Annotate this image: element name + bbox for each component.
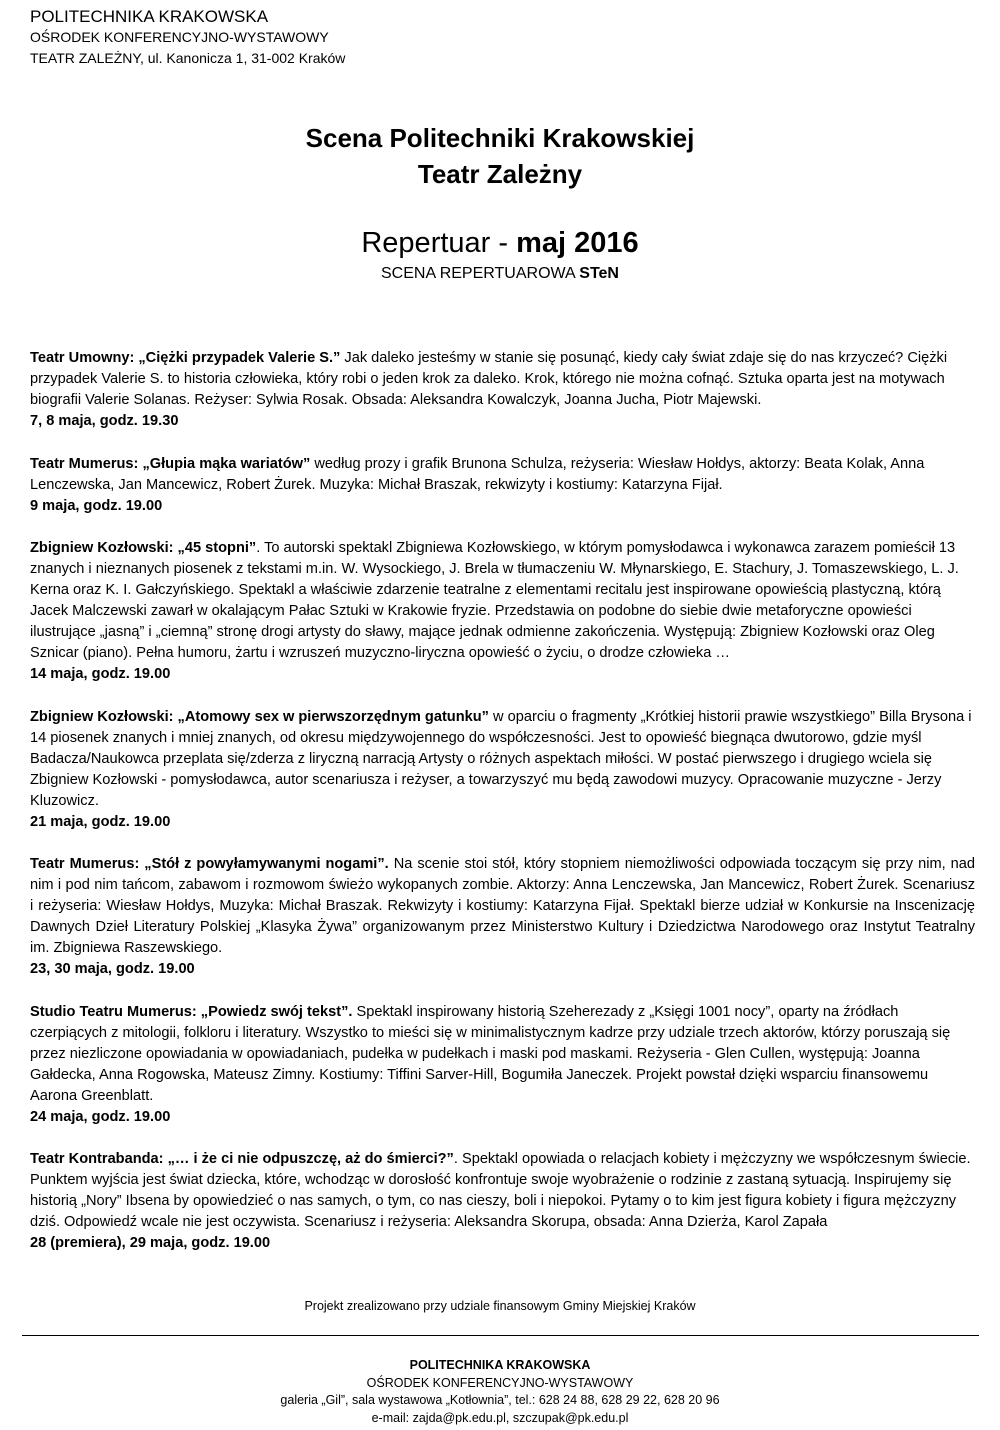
- event-list: [30, 348, 975, 1276]
- event-title: Zbigniew Kozłowski: „Atomowy sex w pierwszorzędnym gatunku”: [30, 708, 489, 725]
- event-item: [30, 707, 975, 833]
- event-item: [30, 854, 975, 980]
- event-description: [30, 454, 975, 496]
- event-title: Teatr Mumerus: „Głupia mąka wariatów”: [30, 455, 311, 472]
- letterhead: [30, 6, 345, 69]
- event-description: [30, 1149, 975, 1233]
- event-description: [30, 707, 975, 812]
- event-item: [30, 538, 975, 685]
- event-title: Zbigniew Kozłowski: „45 stopni”: [30, 540, 257, 556]
- event-date: 21 maja, godz. 19.00: [30, 813, 171, 830]
- footer-department: OŚRODEK KONFERENCYJNO-WYSTAWOWY: [366, 1375, 634, 1390]
- event-title: Teatr Mumerus: „Stół z powyłamywanymi nogami”.: [30, 856, 389, 872]
- event-item: [30, 454, 975, 517]
- event-description: [30, 538, 975, 664]
- repertoire-heading: [0, 224, 1000, 262]
- event-item: [30, 1149, 975, 1254]
- title-line-2: Teatr Zależny: [417, 159, 583, 189]
- event-title: Teatr Kontrabanda: „… i że ci nie odpuszczę, aż do śmierci?”: [30, 1151, 454, 1167]
- funding-note: Projekt zrealizowano przy udziale finansowym Gminy Miejskiej Kraków: [304, 1299, 696, 1313]
- event-body: w oparciu o fragmenty „Krótkiej historii prawie wszystkiego” Billa Brysona i 14 piosenek znanych i mniej znanych, od okresu międzywojennego do współczesności. Jest to opowieść biegnąca dwutorowo, gdzie myśl Badacza/Naukowca przeplata się/zderza z liryczną narracją Artysty o różnych aspektach miłości. W postać pierwszego i drugiego wciela się Zbigniew Kozłowski - pomysłodawca, autor scenariusza i reżyser, a towarzyszyć mu będą zawodowi muzycy. Opracowanie muzyczne - Jerzy Kluzowicz.: [30, 708, 972, 809]
- event-body: . To autorski spektakl Zbigniewa Kozłowskiego, w którym pomysłodawca i wykonawca zarazem pomieścił 13 znanych i nieznanych piosenek z tekstami m.in. W. Wysockiego, J. Brela w tłumaczeniu W. Młynarskiego, E. Stachury, J. Tomaszewskiego, L. J. Kerna oraz K. I. Gałczyńskiego. Spektakl a właściwie zdarzenie teatralne z elementami recitalu jest inspirowane opowieścią plastyczną, którą Jacek Malczewski zawarł w okalającym Pałac Sztuki w Krakowie fryzie. Przedstawia on podobne do siebie dwie metaforyczne opowieści ilustrujące „jasną” i „ciemną” stronę drogi artysty do sławy, mające jednak odmienne zakończenia. Występują: Zbigniew Kozłowski oraz Oleg Sznicar (piano). Pełna humoru, żartu i wzruszeń muzyczno-liryczna opowieść o życiu, o drodze człowieka …: [30, 540, 959, 661]
- stage-prefix: SCENA REPERTUAROWA: [381, 265, 580, 282]
- repertoire-month: maj 2016: [516, 227, 639, 259]
- footer-institution: POLITECHNIKA KRAKOWSKA: [409, 1358, 591, 1372]
- event-date: 14 maja, godz. 19.00: [30, 666, 171, 682]
- stage-name: STeN: [579, 265, 619, 282]
- repertoire-prefix: Repertuar -: [361, 227, 517, 259]
- event-body: Jak daleko jesteśmy w stanie się posunąć, kiedy cały świat zdaje się do nas krzyczeć? Ciężki przypadek Valerie S. to historia człowieka, który robi o jeden krok za daleko. Krok, którego nie można cofnąć. Sztuka oparta jest na motywach biografii Valerie Solanas. Reżyser: Sylwia Rosak. Obsada: Aleksandra Kowalczyk, Joanna Jucha, Piotr Majewski.: [30, 350, 948, 408]
- stage-subheading: [0, 263, 1000, 285]
- event-title: Teatr Umowny: „Ciężki przypadek Valerie S.”: [30, 350, 341, 366]
- event-description: [30, 1002, 975, 1107]
- letterhead-address: TEATR ZALEŻNY, ul. Kanonicza 1, 31-002 Kraków: [30, 50, 346, 66]
- letterhead-department: OŚRODEK KONFERENCYJNO-WYSTAWOWY: [30, 29, 329, 45]
- event-body: . Spektakl opowiada o relacjach kobiety i mężczyzny we współczesnym świecie. Punktem wyjścia jest świat dziecka, które, wchodząc w dorosłość konfrontuje swoje wyobrażenie o rodzinie z zastaną sytuacją. Inspirujemy się historią „Nory” Ibsena by opowiedzieć o nas samych, o tym, co nas cieszy, boli i niepokoi. Pytamy o to kim jest figura kobiety i figura mężczyzny dziś. Odpowiedź wcale nie jest oczywista. Scenariusz i reżyseria: Aleksandra Skorupa, obsada: Anna Dzierża, Karol Zapała: [30, 1151, 971, 1230]
- event-description: [30, 348, 975, 411]
- letterhead-institution: POLITECHNIKA KRAKOWSKA: [30, 7, 269, 26]
- footer-gallery: galeria „Gil”, sala wystawowa „Kotłownia”, tel.: 628 24 88, 628 29 22, 628 20 96: [280, 1393, 720, 1407]
- event-body: Na scenie stoi stół, który stopniem niemożliwości odpowiada toczącym się przy nim, nad nim i pod nim tańcom, zabawom i rozmowom świeżo wykopanych zombie. Aktorzy: Anna Lenczewska, Jan Mancewicz, Robert Żurek. Scenariusz i reżyseria: Wiesław Hołdys, Muzyka: Michał Braszak. Rekwizyty i kostiumy: Katarzyna Fijał. Spektakl bierze udział w Konkursie na Inscenizację Dawnych Dzieł Literatury Polskiej „Klasyka Żywa” organizowanym przez Ministerstwo Kultury i Dziedzictwa Narodowego oraz Instytut Teatralny im. Zbigniewa Raszewskiego.: [30, 856, 975, 956]
- event-date: 24 maja, godz. 19.00: [30, 1108, 171, 1125]
- event-body: Spektakl inspirowany historią Szeherezady z „Księgi 1001 nocy”, oparty na źródłach czerpiących z mitologii, folkloru i literatury. Wszystko to mieści się w minimalistycznym kadrze przy udziale trzech aktorów, którzy poruszają się przez niezliczone opowiadania w opowiadaniach, pudełka w pudełkach i maski pod maskami. Reżyseria - Glen Cullen, występują: Joanna Gałdecka, Anna Rogowska, Mateusz Zimny. Kostiumy: Tiffini Sarver-Hill, Bogumiła Janeczek. Projekt powstał dzięki wsparciu finansowemu Aarona Greenblatt.: [30, 1003, 951, 1104]
- event-item: [30, 1002, 975, 1128]
- event-date: 9 maja, godz. 19.00: [30, 497, 163, 514]
- event-item: [30, 348, 975, 432]
- footer-divider: [22, 1335, 979, 1336]
- event-description: [30, 854, 975, 959]
- event-date: 23, 30 maja, godz. 19.00: [30, 961, 195, 977]
- footer-email: e-mail: zajda@pk.edu.pl, szczupak@pk.edu.pl: [371, 1410, 629, 1425]
- title-line-1: Scena Politechniki Krakowskiej: [305, 123, 695, 153]
- footer: [0, 1357, 1000, 1427]
- event-date: 28 (premiera), 29 maja, godz. 19.00: [30, 1235, 271, 1251]
- event-title: Studio Teatru Mumerus: „Powiedz swój tekst”.: [30, 1003, 353, 1020]
- event-body: według prozy i grafik Brunona Schulza, reżyseria: Wiesław Hołdys, aktorzy: Beata Kolak, Anna Lenczewska, Jan Mancewicz, Robert Żurek. Muzyka: Michał Braszak, rekwizyty i kostiumy: Katarzyna Fijał.: [30, 455, 925, 493]
- event-date: 7, 8 maja, godz. 19.30: [30, 413, 179, 429]
- page-title: [0, 120, 1000, 192]
